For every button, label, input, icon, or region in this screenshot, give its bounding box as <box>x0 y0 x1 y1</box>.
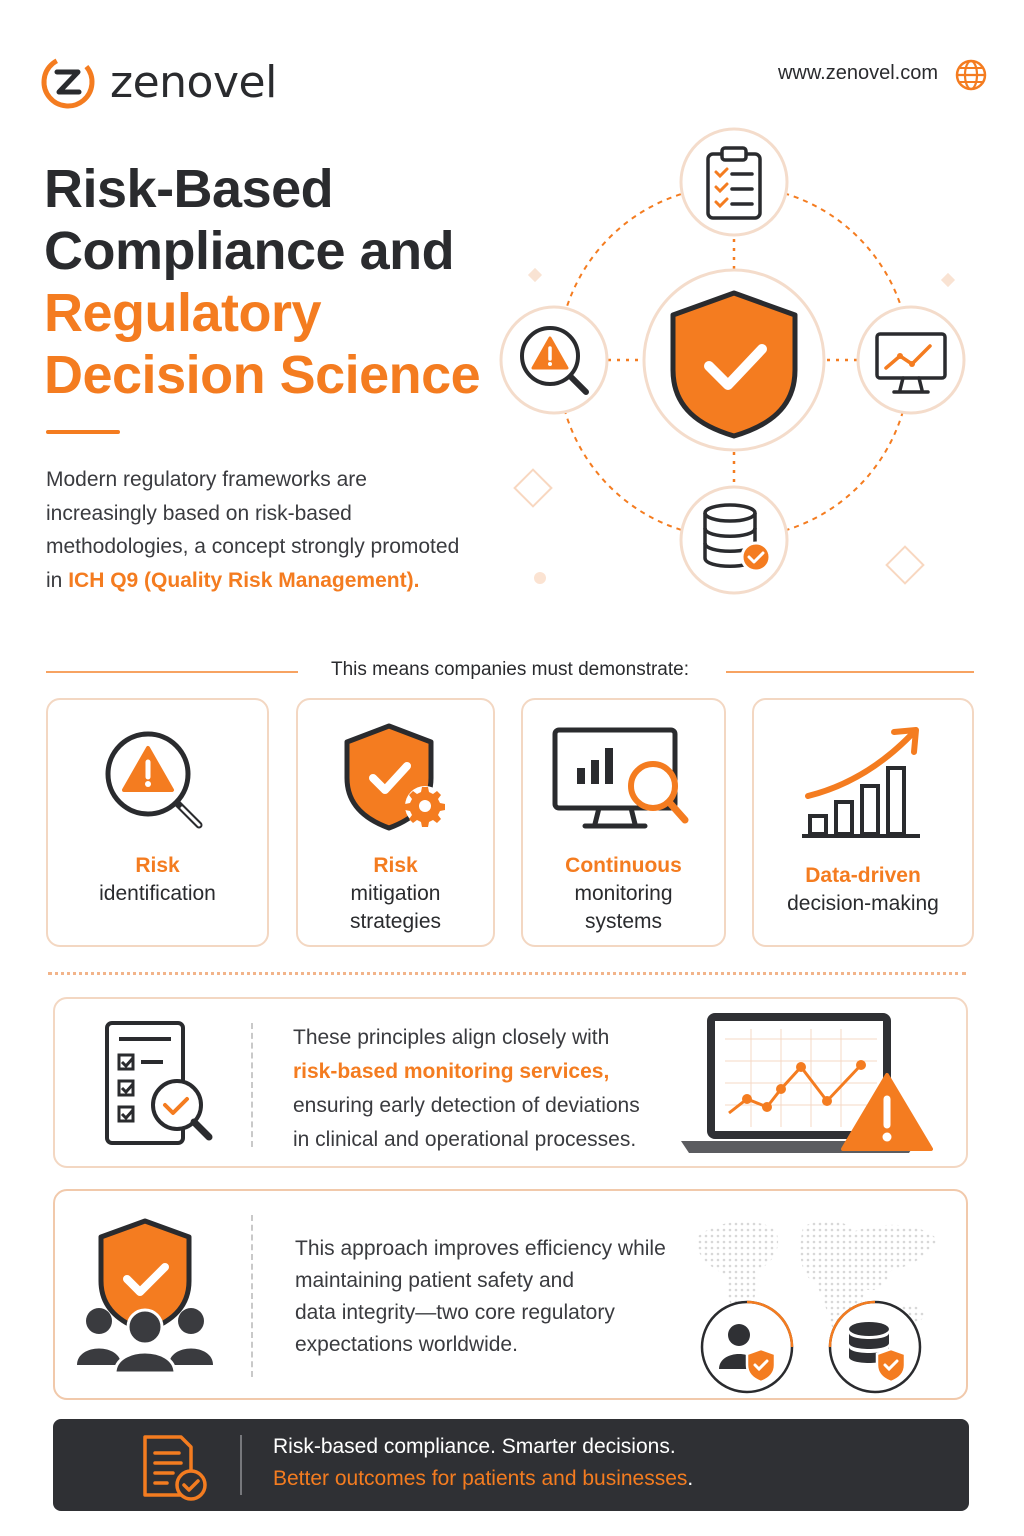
title-underline <box>46 430 120 434</box>
card-label-highlight: Data-driven <box>805 864 921 887</box>
card-label <box>298 852 493 936</box>
hero-diagram <box>490 120 990 610</box>
footer-tagline: Risk-based compliance. Smarter decisions. <box>273 1435 676 1458</box>
globe-icon[interactable] <box>954 58 988 92</box>
shield-check-icon <box>644 270 824 450</box>
shield-team-icon <box>73 1217 217 1375</box>
website-link[interactable]: www.zenovel.com <box>777 62 938 84</box>
footer-subline-text: Better outcomes for patients and businesses <box>273 1467 688 1490</box>
box2-text <box>295 1233 715 1361</box>
box1-highlight: risk-based monitoring services, <box>293 1060 610 1083</box>
title-line-3: Regulatory <box>44 283 322 343</box>
page-title <box>44 158 514 406</box>
card-label-text: identification <box>99 882 216 905</box>
card-label <box>754 862 972 918</box>
footer-separator <box>240 1435 242 1495</box>
card-label-highlight: Risk <box>135 854 180 877</box>
intro-text: Modern regulatory frameworks are increasingly based on risk-based methodologies, a concept strongly promoted in <box>46 468 460 592</box>
box1-text <box>293 1021 693 1157</box>
box-separator <box>251 1215 253 1377</box>
card-label-text: systems <box>584 910 662 933</box>
info-box-efficiency <box>53 1189 968 1400</box>
box2-line: maintaining patient safety and <box>295 1269 575 1292</box>
growth-chart-icon <box>798 724 928 842</box>
means-heading: This means companies must demonstrate: <box>313 659 707 680</box>
monitor-chart-icon <box>858 307 964 413</box>
footer-subline <box>273 1467 693 1491</box>
card-risk-mitigation[interactable] <box>296 698 495 947</box>
card-risk-identification[interactable] <box>46 698 269 947</box>
box2-line: data integrity—two core regulatory <box>295 1301 615 1324</box>
card-label <box>523 852 724 936</box>
intro-paragraph <box>46 463 476 597</box>
card-label <box>48 852 267 908</box>
box2-line: expectations worldwide. <box>295 1333 518 1356</box>
intro-highlight: ICH Q9 (Quality Risk Management). <box>68 568 420 592</box>
title-line-4: Decision Science <box>44 345 481 405</box>
warning-magnifier-icon <box>501 307 607 413</box>
footer-period: . <box>687 1467 694 1490</box>
footer-banner <box>53 1419 969 1511</box>
card-label-highlight: Continuous <box>565 854 682 877</box>
monitor-search-icon <box>549 724 699 836</box>
title-line-2: Compliance and <box>44 221 455 281</box>
info-box-monitoring <box>53 997 968 1168</box>
card-label-highlight: Risk <box>373 854 418 877</box>
title-line-1: Risk-Based <box>44 159 334 219</box>
document-check-icon <box>139 1433 213 1503</box>
card-data-driven[interactable] <box>752 698 974 947</box>
box1-line: These principles align closely with <box>293 1026 610 1049</box>
shield-gear-icon <box>331 720 461 840</box>
dotted-divider <box>48 972 966 975</box>
box1-line: ensuring early detection of deviations <box>293 1094 640 1117</box>
card-label-text: strategies <box>349 910 442 933</box>
zenovel-logo-icon <box>38 52 98 112</box>
box1-line: in clinical and operational processes. <box>293 1128 637 1151</box>
box-separator <box>251 1023 253 1147</box>
clipboard-checklist-icon <box>681 129 787 235</box>
user-shield-icon <box>699 1299 795 1395</box>
card-label-text: decision-making <box>787 892 939 915</box>
laptop-alert-chart-icon <box>681 1009 933 1159</box>
database-check-icon <box>681 487 787 593</box>
card-label-text: monitoring <box>574 882 673 905</box>
brand-name: zenovel <box>110 56 277 108</box>
database-shield-icon <box>827 1299 923 1395</box>
box2-line: This approach improves efficiency while <box>295 1237 666 1260</box>
means-divider <box>46 659 974 683</box>
brand-logo[interactable] <box>38 52 277 112</box>
card-label-text: mitigation <box>350 882 441 905</box>
checklist-magnifier-icon <box>101 1017 221 1149</box>
card-continuous-monitoring[interactable] <box>521 698 726 947</box>
warning-magnifier-icon <box>98 724 218 844</box>
